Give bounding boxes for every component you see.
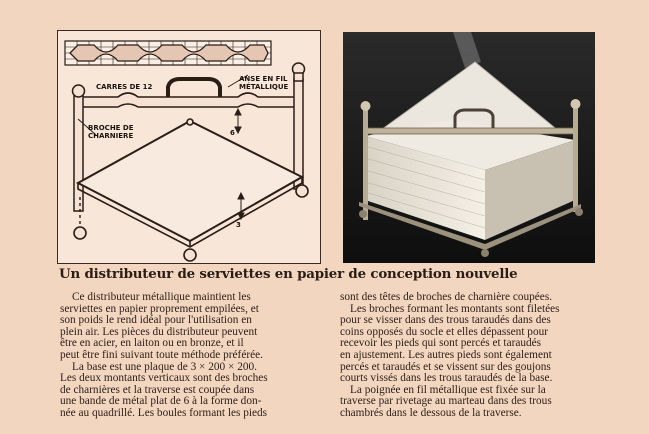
- text-line: en ajustement. Les autres pieds sont également: [340, 348, 552, 361]
- label-carres: CARRES DE 12: [96, 83, 153, 91]
- text-line: plein air. Les pièces du distributeur peuvent: [60, 325, 258, 338]
- label-broche-line2: CHARNIERE: [88, 132, 134, 140]
- text-line: être en acier, en laiton ou en bronze, et il: [60, 337, 244, 350]
- technical-drawing: [57, 30, 321, 264]
- text-line: coins opposés du socle et elles dépassent pour: [340, 325, 549, 338]
- text-line: son poids le rend idéal pour l'utilisation en: [60, 314, 252, 327]
- label-dim-3: 3: [236, 221, 241, 229]
- crossbar: [80, 93, 296, 107]
- text-line: traverse par rivetage au marteau dans des trous: [340, 395, 552, 408]
- product-photo: [343, 32, 595, 263]
- text-line: percés et taraudés et se vissent sur des goujons: [340, 360, 551, 373]
- text-line: peut être fini suivant toute méthode préférée.: [60, 348, 263, 361]
- text-line: née au quadrillé. Les boules formant les pieds: [60, 406, 268, 419]
- text-line: serviettes en papier proprement empilées, et: [60, 302, 259, 315]
- label-dim-6: 6: [230, 129, 235, 137]
- photo-svg: [343, 32, 595, 263]
- label-anse-line1: ANSE EN FIL: [239, 75, 288, 83]
- article-headline: Un distributeur de serviettes en papier de conception nouvelle: [59, 266, 518, 282]
- text-line: Les broches formant les montants sont filetées: [350, 302, 560, 315]
- article-column-left: [60, 292, 323, 420]
- text-line: sont des têtes de broches de charnière coupées.: [340, 291, 553, 303]
- text-line: de charnières et la traverse est coupée dans: [60, 383, 255, 396]
- text-line: une bande de métal plat de 6 à la forme don-: [60, 395, 262, 408]
- wire-handle: [168, 79, 220, 97]
- text-line: Les deux montants verticaux sont des broches: [60, 372, 268, 385]
- text-line: recevoir les pieds qui sont percés et taraudés: [340, 337, 542, 350]
- label-anse-line2: MÉTALLIQUE: [239, 83, 289, 91]
- text-line: Ce distributeur métallique maintient les: [72, 291, 251, 303]
- text-line: courts vissés dans les trous taraudés de la base.: [340, 372, 553, 385]
- text-line: chambrés dans le dessous de la traverse.: [340, 406, 522, 419]
- label-broche-line1: BROCHE DE: [88, 124, 134, 132]
- text-line: pour se visser dans des trous taraudés dans des: [340, 314, 551, 327]
- article-column-right: [340, 292, 608, 420]
- drawing-svg: [58, 31, 320, 263]
- text-line: La poignée en fil métallique est fixée sur la: [350, 383, 546, 396]
- grid-pattern: [65, 41, 271, 65]
- text-line: La base est une plaque de 3 × 200 × 200.: [72, 360, 257, 373]
